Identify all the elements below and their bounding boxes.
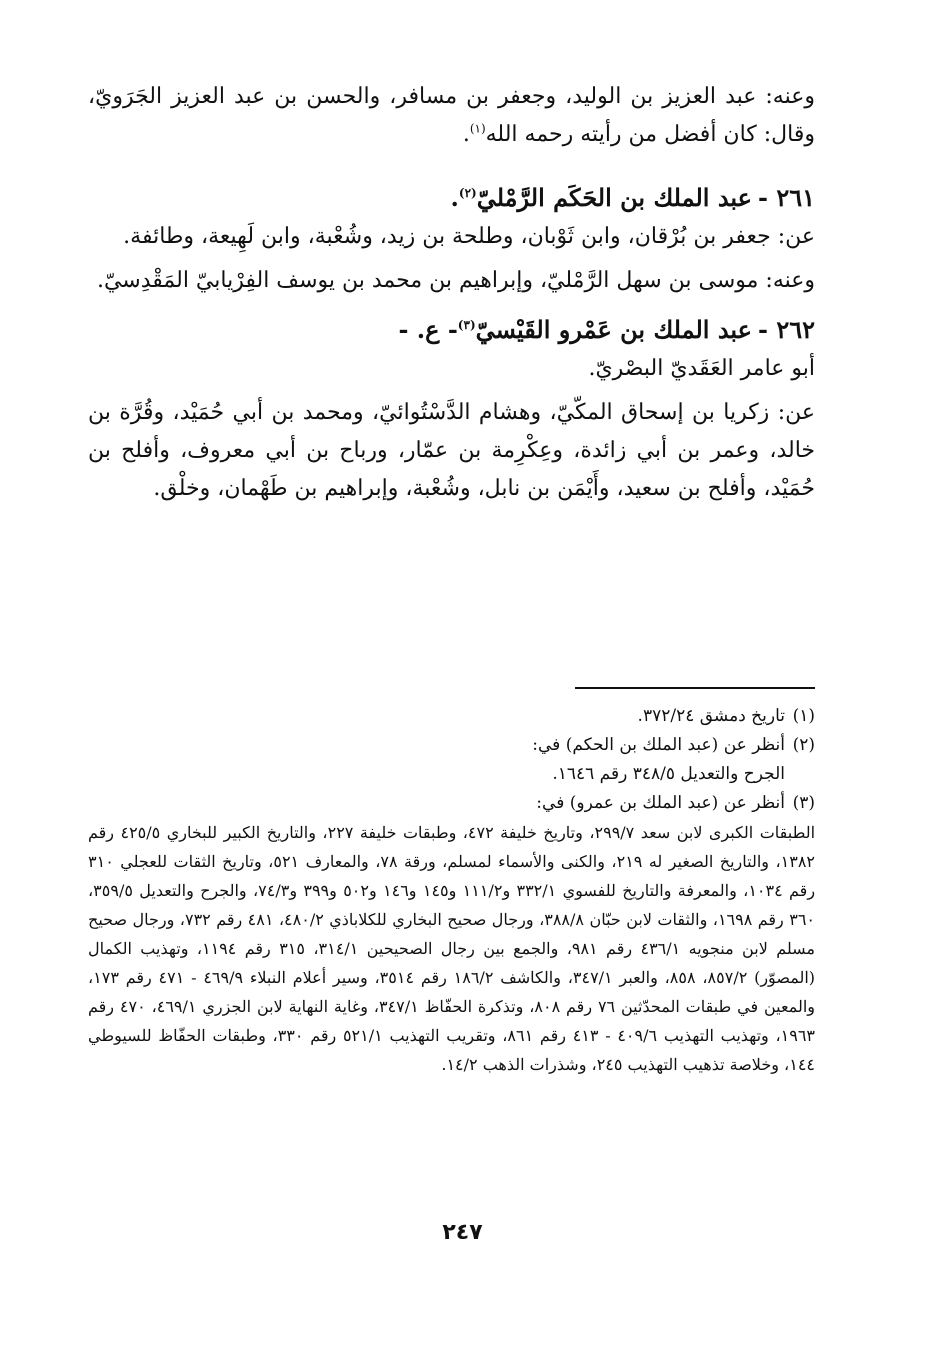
footnotes [88,702,815,1079]
main-text [88,78,815,514]
entry-262-heading [88,310,815,350]
page-number: ٢٤٧ [442,1220,483,1245]
footnote-text: تاريخ دمشق ٣٧٢/٢٤. [637,706,785,726]
footnote-2 [88,731,815,760]
footnote-divider [575,687,815,689]
footnote-ref-3: (٣) [457,318,476,332]
entry-261-teachers: عن: جعفر بن بُرْقان، وابن ثَوْبان، وطلحة بن زيد، وشُعْبة، وابن لَهِيعة، وطائفة. [123,224,815,249]
entry-name: عبد الملك بن عَمْرو القَيْسيّ [475,315,752,344]
footnote-1 [88,702,815,731]
footnote-2-sources: الجرح والتعديل ٣٤٨/٥ رقم ١٦٤٦. [552,764,785,784]
entry-name: عبد الملك بن الحَكَم الرَّمْليّ [476,183,752,212]
footnote-text: أنظر عن (عبد الملك بن الحكم) في: [532,735,785,755]
entry-number: ٢٦١ - [758,183,815,212]
footnote-text: أنظر عن (عبد الملك بن عمرو) في: [536,793,785,813]
entry-262-kunya: أبو عامر العَقَديّ البصْريّ. [588,356,815,381]
footnote-number: (٣) [792,793,815,813]
entry-title-end: - ع. - [398,315,458,344]
paragraph-narrators-from-previous [88,78,815,154]
entry-262-teachers: عن: زكريا بن إسحاق المكّيّ، وهشام الدَّسْتُوائيّ، ومحمد بن أبي حُمَيْد، وقُرَّة بن خالد، وعمر بن أبي زائدة، وعِكْرِمة بن عمّار، ورباح بن أبي معروف، وأفلح بن حُمَيْد، وأفلح بن سعيد، وأَيْمَن بن نابل، وشُعْبة، وإبراهيم بن طَهْمان، وخلْق. [88,400,815,501]
paragraph-end: . [462,122,470,147]
entry-261-heading [88,178,815,218]
entry-number: ٢٦٢ - [758,315,815,344]
footnote-ref-1: (١) [469,121,486,136]
footnote-3-sources: الطبقات الكبرى لابن سعد ٢٩٩/٧، وتاريخ خليفة ٤٧٢، وطبقات خليفة ٢٢٧، والتاريخ الكبير للبخاري ٤٢٥/٥ رقم ١٣٨٢، والتاريخ الصغير له ٢١٩، والكنى والأسماء لمسلم، ورقة ٧٨، والمعارف ٥٢١، وتاريخ الثقات للعجلي ٣١٠ رقم ١٠٣٤، والمعرفة والتاريخ للفسوي ٣٣٢/١ و١١١/٢ و١٤٥ و١٤٦ و٥٠٢ و٣٩٩ و٧٤/٣، والجرح والتعديل ٣٥٩/٥، ٣٦٠ رقم ١٦٩٨، والثقات لابن حبّان ٣٨٨/٨، ورجال صحيح البخاري للكلاباذي ٤٨٠/٢، ٤٨١ رقم ٧٣٢، ورجال صحيح مسلم لابن منجويه ٤٣٦/١ رقم ٩٨١، والجمع بين رجال الصحيحين ٣١٤/١، ٣١٥ رقم ١١٩٤، وتهذيب الكمال (المصوّر) ٨٥٧/٢، ٨٥٨، والعبر ٣٤٧/١، والكاشف ١٨٦/٢ رقم ٣٥١٤، وسير أعلام النبلاء ٤٦٩/٩ - ٤٧١ رقم ١٧٣، والمعين في طبقات المحدّثين ٧٦ رقم ٨٠٨، وتذكرة الحفّاظ ٣٤٧/١، وغاية النهاية لابن الجزري ٤٦٩/١، ٤٧٠ رقم ١٩٦٣، وتهذيب التهذيب ٤٠٩/٦ - ٤١٣ رقم ٨٦١، وتقريب التهذيب ٥٢١/١ رقم ٣٣٠، وطبقات الحفّاظ للسيوطي ١٤٤، وخلاصة تذهيب التهذيب ٢٤٥، وشذرات الذهب ١٤/٢. [88,823,816,1074]
entry-title-end: . [450,183,459,212]
paragraph-text: وعنه: عبد العزيز بن الوليد، وجعفر بن مسافر، والحسن بن عبد العزيز الجَرَويّ، وقال: كان أفضل من رأيته رحمه الله [88,84,815,147]
footnote-3 [88,789,815,818]
footnote-ref-2: (٢) [458,186,477,200]
footnote-number: (٢) [792,735,815,755]
footnote-number: (١) [792,706,815,726]
entry-261-students: وعنه: موسى بن سهل الرَّمْليّ، وإبراهيم بن محمد بن يوسف الفِرْيابيّ المَقْدِسيّ. [96,268,815,293]
